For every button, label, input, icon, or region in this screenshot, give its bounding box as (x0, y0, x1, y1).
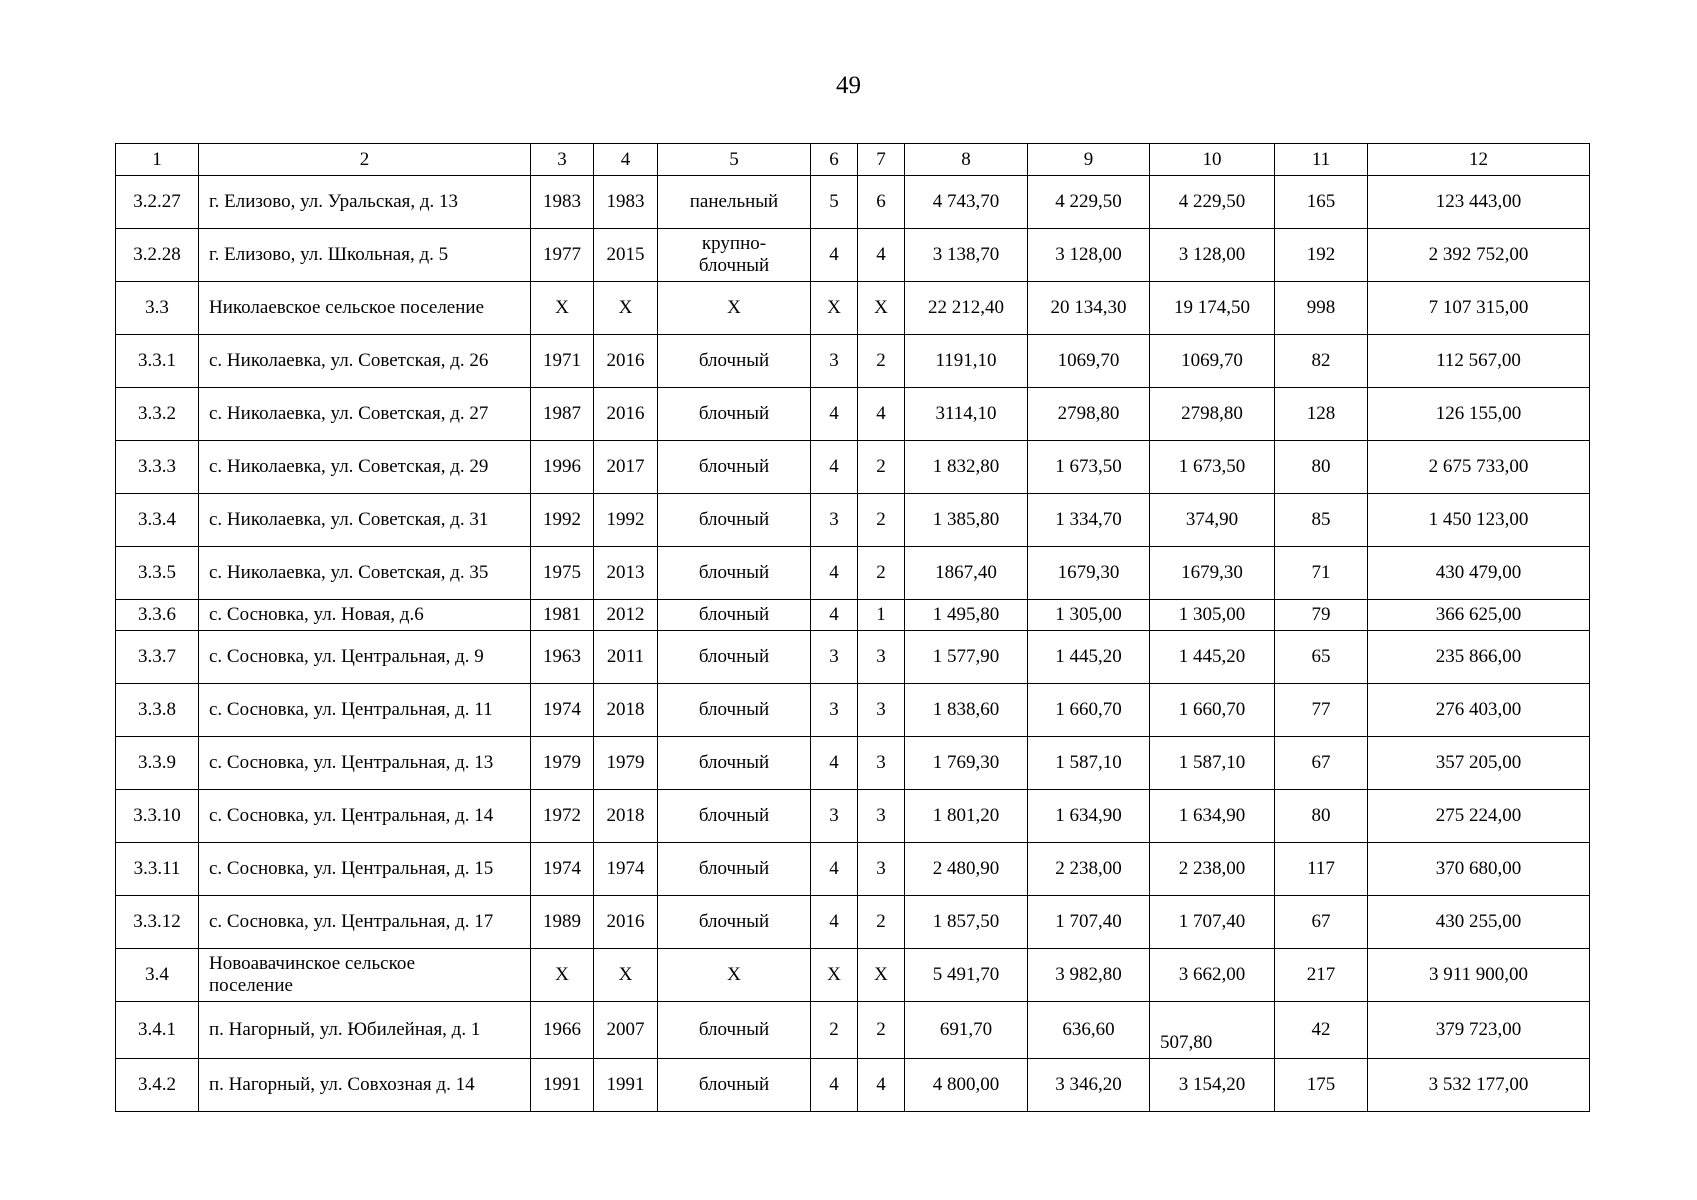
address-cell: г. Елизово, ул. Уральская, д. 13 (199, 176, 531, 229)
cost-cell: 2 392 752,00 (1368, 229, 1590, 282)
entrances-cell: 1 (858, 600, 905, 631)
living-area-cell: 1069,70 (1028, 335, 1150, 388)
table-row (116, 1002, 1590, 1059)
construction-year-cell: Х (531, 949, 594, 1002)
residents-cell: 67 (1275, 737, 1368, 790)
floors-cell: 4 (811, 547, 858, 600)
renovation-year-cell: 1983 (594, 176, 658, 229)
row-number-cell: 3.3.4 (116, 494, 199, 547)
residential-area-cell: 374,90 (1150, 494, 1275, 547)
cost-cell: 366 625,00 (1368, 600, 1590, 631)
floors-cell: 4 (811, 1059, 858, 1112)
residential-area-cell: 1 660,70 (1150, 684, 1275, 737)
cost-cell: 379 723,00 (1368, 1002, 1590, 1059)
residents-cell: 82 (1275, 335, 1368, 388)
floors-cell: 5 (811, 176, 858, 229)
residential-area-cell: 1 707,40 (1150, 896, 1275, 949)
total-area-cell: 3114,10 (905, 388, 1028, 441)
construction-year-cell: 1996 (531, 441, 594, 494)
address-cell: с. Николаевка, ул. Советская, д. 31 (199, 494, 531, 547)
residential-area-cell: 1 445,20 (1150, 631, 1275, 684)
total-area-cell: 1191,10 (905, 335, 1028, 388)
living-area-cell: 1 334,70 (1028, 494, 1150, 547)
residents-cell: 175 (1275, 1059, 1368, 1112)
wall-material-cell: блочный (658, 335, 811, 388)
residents-cell: 85 (1275, 494, 1368, 547)
floors-cell: 4 (811, 441, 858, 494)
wall-material-cell: блочный (658, 441, 811, 494)
construction-year-cell: 1971 (531, 335, 594, 388)
living-area-cell: 636,60 (1028, 1002, 1150, 1059)
cost-cell: 357 205,00 (1368, 737, 1590, 790)
cost-cell: 1 450 123,00 (1368, 494, 1590, 547)
living-area-cell: 4 229,50 (1028, 176, 1150, 229)
table-row (116, 388, 1590, 441)
renovation-year-cell: 2016 (594, 896, 658, 949)
row-number-cell: 3.3.11 (116, 843, 199, 896)
column-number-cell: 3 (531, 144, 594, 176)
construction-year-cell: 1981 (531, 600, 594, 631)
entrances-cell: 3 (858, 843, 905, 896)
row-number-cell: 3.3.9 (116, 737, 199, 790)
renovation-year-cell: 2007 (594, 1002, 658, 1059)
renovation-year-cell: 2015 (594, 229, 658, 282)
wall-material-cell: блочный (658, 1059, 811, 1112)
entrances-cell: 3 (858, 737, 905, 790)
wall-material-cell: блочный (658, 631, 811, 684)
entrances-cell: 6 (858, 176, 905, 229)
renovation-year-cell: 1974 (594, 843, 658, 896)
construction-year-cell: 1991 (531, 1059, 594, 1112)
residents-cell: 67 (1275, 896, 1368, 949)
row-number-cell: 3.4.2 (116, 1059, 199, 1112)
cost-cell: 2 675 733,00 (1368, 441, 1590, 494)
renovation-year-cell: 1992 (594, 494, 658, 547)
cost-cell: 235 866,00 (1368, 631, 1590, 684)
renovation-year-cell: 2018 (594, 790, 658, 843)
table-row (116, 282, 1590, 335)
residents-cell: 80 (1275, 441, 1368, 494)
cost-cell: 123 443,00 (1368, 176, 1590, 229)
construction-year-cell: 1963 (531, 631, 594, 684)
residents-cell: 71 (1275, 547, 1368, 600)
total-area-cell: 1 385,80 (905, 494, 1028, 547)
table-body (116, 144, 1590, 1112)
wall-material-cell: блочный (658, 896, 811, 949)
entrances-cell: 4 (858, 388, 905, 441)
construction-year-cell: 1979 (531, 737, 594, 790)
construction-year-cell: 1992 (531, 494, 594, 547)
total-area-cell: 1 838,60 (905, 684, 1028, 737)
floors-cell: 4 (811, 896, 858, 949)
entrances-cell: 2 (858, 896, 905, 949)
wall-material-cell: блочный (658, 388, 811, 441)
row-number-cell: 3.3.12 (116, 896, 199, 949)
residential-area-cell: 4 229,50 (1150, 176, 1275, 229)
cost-cell: 275 224,00 (1368, 790, 1590, 843)
table-row (116, 441, 1590, 494)
residents-cell: 80 (1275, 790, 1368, 843)
wall-material-cell: Х (658, 282, 811, 335)
living-area-cell: 1 660,70 (1028, 684, 1150, 737)
total-area-cell: 1 801,20 (905, 790, 1028, 843)
construction-year-cell: 1974 (531, 684, 594, 737)
table-row (116, 547, 1590, 600)
living-area-cell: 1 305,00 (1028, 600, 1150, 631)
floors-cell: 2 (811, 1002, 858, 1059)
column-number-cell: 8 (905, 144, 1028, 176)
header-row (116, 144, 1590, 176)
floors-cell: 4 (811, 737, 858, 790)
construction-year-cell: 1975 (531, 547, 594, 600)
construction-year-cell: Х (531, 282, 594, 335)
address-cell: с. Сосновка, ул. Центральная, д. 9 (199, 631, 531, 684)
entrances-cell: 4 (858, 1059, 905, 1112)
wall-material-cell: блочный (658, 600, 811, 631)
wall-material-cell: блочный (658, 843, 811, 896)
residential-area-cell: 3 662,00 (1150, 949, 1275, 1002)
row-number-cell: 3.3.8 (116, 684, 199, 737)
construction-year-cell: 1987 (531, 388, 594, 441)
wall-material-cell: блочный (658, 547, 811, 600)
living-area-cell: 1 707,40 (1028, 896, 1150, 949)
row-number-cell: 3.3 (116, 282, 199, 335)
table-row (116, 790, 1590, 843)
residents-cell: 128 (1275, 388, 1368, 441)
address-cell: п. Нагорный, ул. Совхозная д. 14 (199, 1059, 531, 1112)
cost-cell: 430 255,00 (1368, 896, 1590, 949)
renovation-year-cell: 1979 (594, 737, 658, 790)
entrances-cell: Х (858, 282, 905, 335)
renovation-year-cell: 2018 (594, 684, 658, 737)
floors-cell: 4 (811, 600, 858, 631)
floors-cell: 3 (811, 631, 858, 684)
floors-cell: 4 (811, 843, 858, 896)
renovation-year-cell: 2016 (594, 335, 658, 388)
address-cell: с. Сосновка, ул. Новая, д.6 (199, 600, 531, 631)
row-number-cell: 3.3.5 (116, 547, 199, 600)
cost-cell: 3 532 177,00 (1368, 1059, 1590, 1112)
row-number-cell: 3.2.28 (116, 229, 199, 282)
address-cell: п. Нагорный, ул. Юбилейная, д. 1 (199, 1002, 531, 1059)
floors-cell: 3 (811, 790, 858, 843)
wall-material-cell: блочный (658, 737, 811, 790)
cost-cell: 430 479,00 (1368, 547, 1590, 600)
row-number-cell: 3.3.3 (116, 441, 199, 494)
total-area-cell: 4 743,70 (905, 176, 1028, 229)
total-area-cell: 4 800,00 (905, 1059, 1028, 1112)
cost-cell: 7 107 315,00 (1368, 282, 1590, 335)
entrances-cell: 2 (858, 494, 905, 547)
table-row (116, 843, 1590, 896)
floors-cell: 3 (811, 335, 858, 388)
entrances-cell: 2 (858, 1002, 905, 1059)
address-cell: г. Елизово, ул. Школьная, д. 5 (199, 229, 531, 282)
table-row (116, 949, 1590, 1002)
residential-area-cell: 1679,30 (1150, 547, 1275, 600)
living-area-cell: 20 134,30 (1028, 282, 1150, 335)
entrances-cell: 2 (858, 547, 905, 600)
entrances-cell: 3 (858, 790, 905, 843)
wall-material-cell: блочный (658, 790, 811, 843)
address-cell: с. Сосновка, ул. Центральная, д. 13 (199, 737, 531, 790)
cost-cell: 276 403,00 (1368, 684, 1590, 737)
wall-material-cell: блочный (658, 494, 811, 547)
cost-cell: 126 155,00 (1368, 388, 1590, 441)
column-number-cell: 4 (594, 144, 658, 176)
total-area-cell: 22 212,40 (905, 282, 1028, 335)
row-number-cell: 3.3.10 (116, 790, 199, 843)
residential-area-cell: 2 238,00 (1150, 843, 1275, 896)
residents-cell: 117 (1275, 843, 1368, 896)
residential-area-cell: 1 587,10 (1150, 737, 1275, 790)
table-row (116, 494, 1590, 547)
living-area-cell: 1 587,10 (1028, 737, 1150, 790)
cost-cell: 112 567,00 (1368, 335, 1590, 388)
total-area-cell: 691,70 (905, 1002, 1028, 1059)
entrances-cell: 3 (858, 631, 905, 684)
renovation-year-cell: 2011 (594, 631, 658, 684)
column-number-cell: 7 (858, 144, 905, 176)
wall-material-cell: блочный (658, 684, 811, 737)
entrances-cell: 2 (858, 335, 905, 388)
column-number-cell: 1 (116, 144, 199, 176)
entrances-cell: Х (858, 949, 905, 1002)
column-number-cell: 12 (1368, 144, 1590, 176)
living-area-cell: 3 982,80 (1028, 949, 1150, 1002)
table-row (116, 229, 1590, 282)
column-number-cell: 2 (199, 144, 531, 176)
cost-cell: 370 680,00 (1368, 843, 1590, 896)
table-row (116, 684, 1590, 737)
residential-area-cell: 19 174,50 (1150, 282, 1275, 335)
residents-cell: 42 (1275, 1002, 1368, 1059)
table-row (116, 600, 1590, 631)
residents-cell: 165 (1275, 176, 1368, 229)
total-area-cell: 1 832,80 (905, 441, 1028, 494)
residential-area-cell: 2798,80 (1150, 388, 1275, 441)
table-row (116, 737, 1590, 790)
floors-cell: 3 (811, 494, 858, 547)
living-area-cell: 1679,30 (1028, 547, 1150, 600)
table-row (116, 335, 1590, 388)
row-number-cell: 3.3.7 (116, 631, 199, 684)
residential-area-cell: 1 634,90 (1150, 790, 1275, 843)
floors-cell: 3 (811, 684, 858, 737)
construction-year-cell: 1989 (531, 896, 594, 949)
address-cell: с. Николаевка, ул. Советская, д. 26 (199, 335, 531, 388)
residents-cell: 65 (1275, 631, 1368, 684)
residents-cell: 998 (1275, 282, 1368, 335)
total-area-cell: 3 138,70 (905, 229, 1028, 282)
table-row (116, 1059, 1590, 1112)
entrances-cell: 3 (858, 684, 905, 737)
residents-cell: 79 (1275, 600, 1368, 631)
wall-material-cell: панельный (658, 176, 811, 229)
living-area-cell: 1 673,50 (1028, 441, 1150, 494)
residential-area-cell: 1069,70 (1150, 335, 1275, 388)
renovation-year-cell: Х (594, 282, 658, 335)
floors-cell: 4 (811, 388, 858, 441)
column-number-cell: 10 (1150, 144, 1275, 176)
address-cell: с. Сосновка, ул. Центральная, д. 15 (199, 843, 531, 896)
page-number: 49 (836, 72, 861, 99)
residential-area-cell: 507,80 (1150, 1002, 1275, 1059)
living-area-cell: 2798,80 (1028, 388, 1150, 441)
address-cell: с. Николаевка, ул. Советская, д. 35 (199, 547, 531, 600)
address-cell: Николаевское сельское поселение (199, 282, 531, 335)
wall-material-cell: Х (658, 949, 811, 1002)
renovation-year-cell: 2017 (594, 441, 658, 494)
renovation-year-cell: 2012 (594, 600, 658, 631)
table-row (116, 896, 1590, 949)
renovation-year-cell: 1991 (594, 1059, 658, 1112)
row-number-cell: 3.3.6 (116, 600, 199, 631)
renovation-year-cell: 2013 (594, 547, 658, 600)
residential-area-cell: 3 128,00 (1150, 229, 1275, 282)
floors-cell: 4 (811, 229, 858, 282)
row-number-cell: 3.4 (116, 949, 199, 1002)
address-cell: Новоавачинское сельское поселение (199, 949, 531, 1002)
entrances-cell: 4 (858, 229, 905, 282)
table-row (116, 631, 1590, 684)
total-area-cell: 1 577,90 (905, 631, 1028, 684)
row-number-cell: 3.4.1 (116, 1002, 199, 1059)
address-cell: с. Сосновка, ул. Центральная, д. 17 (199, 896, 531, 949)
address-cell: с. Сосновка, ул. Центральная, д. 14 (199, 790, 531, 843)
column-number-cell: 11 (1275, 144, 1368, 176)
table-row (116, 176, 1590, 229)
row-number-cell: 3.3.1 (116, 335, 199, 388)
residents-cell: 217 (1275, 949, 1368, 1002)
total-area-cell: 2 480,90 (905, 843, 1028, 896)
address-cell: с. Николаевка, ул. Советская, д. 27 (199, 388, 531, 441)
column-number-cell: 5 (658, 144, 811, 176)
total-area-cell: 1867,40 (905, 547, 1028, 600)
row-number-cell: 3.2.27 (116, 176, 199, 229)
construction-year-cell: 1974 (531, 843, 594, 896)
renovation-year-cell: 2016 (594, 388, 658, 441)
residents-cell: 77 (1275, 684, 1368, 737)
total-area-cell: 1 857,50 (905, 896, 1028, 949)
residential-area-cell: 1 305,00 (1150, 600, 1275, 631)
living-area-cell: 1 634,90 (1028, 790, 1150, 843)
living-area-cell: 1 445,20 (1028, 631, 1150, 684)
living-area-cell: 2 238,00 (1028, 843, 1150, 896)
floors-cell: Х (811, 949, 858, 1002)
residents-cell: 192 (1275, 229, 1368, 282)
living-area-cell: 3 128,00 (1028, 229, 1150, 282)
residential-area-cell: 1 673,50 (1150, 441, 1275, 494)
wall-material-cell: блочный (658, 1002, 811, 1059)
entrances-cell: 2 (858, 441, 905, 494)
cost-cell: 3 911 900,00 (1368, 949, 1590, 1002)
construction-year-cell: 1983 (531, 176, 594, 229)
renovation-year-cell: Х (594, 949, 658, 1002)
floors-cell: Х (811, 282, 858, 335)
total-area-cell: 1 495,80 (905, 600, 1028, 631)
column-number-cell: 6 (811, 144, 858, 176)
housing-registry-table (115, 143, 1590, 1112)
total-area-cell: 1 769,30 (905, 737, 1028, 790)
construction-year-cell: 1966 (531, 1002, 594, 1059)
total-area-cell: 5 491,70 (905, 949, 1028, 1002)
living-area-cell: 3 346,20 (1028, 1059, 1150, 1112)
address-cell: с. Николаевка, ул. Советская, д. 29 (199, 441, 531, 494)
column-number-cell: 9 (1028, 144, 1150, 176)
construction-year-cell: 1972 (531, 790, 594, 843)
row-number-cell: 3.3.2 (116, 388, 199, 441)
address-cell: с. Сосновка, ул. Центральная, д. 11 (199, 684, 531, 737)
residential-area-cell: 3 154,20 (1150, 1059, 1275, 1112)
construction-year-cell: 1977 (531, 229, 594, 282)
wall-material-cell: крупно- блочный (658, 229, 811, 282)
